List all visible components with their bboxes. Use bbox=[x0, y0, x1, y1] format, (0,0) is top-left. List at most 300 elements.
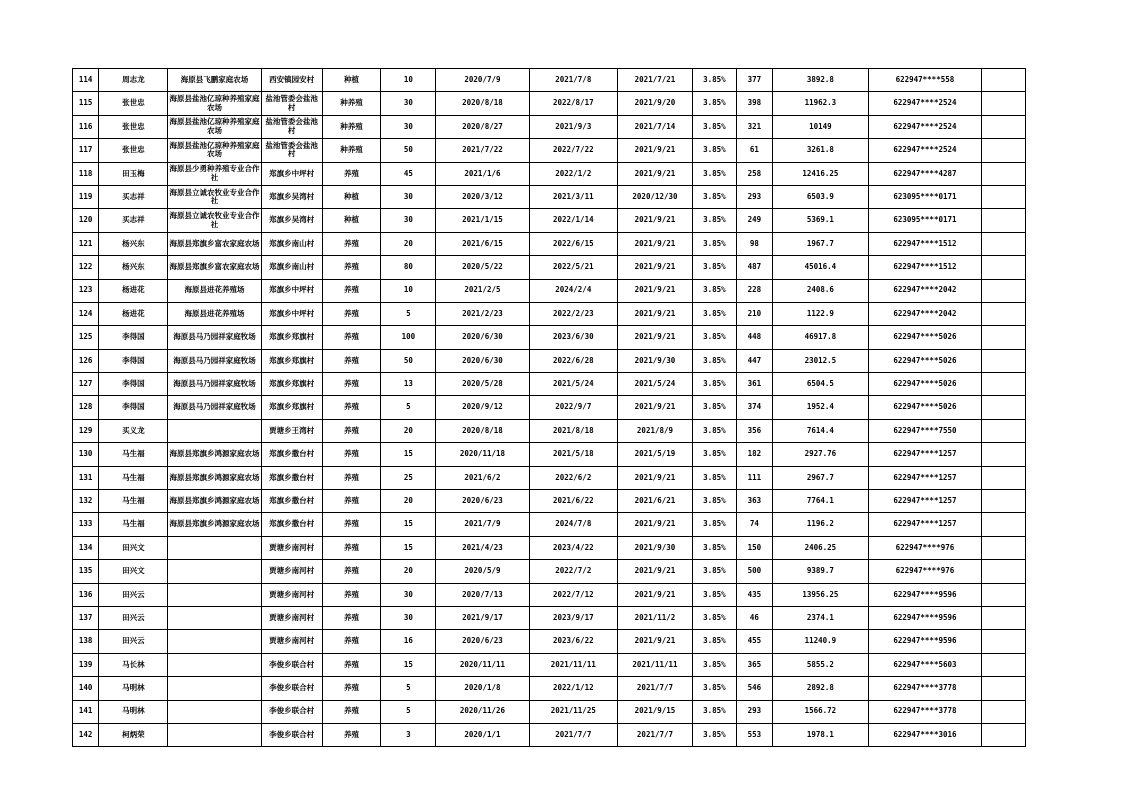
name-cell: 杨兴东 bbox=[99, 256, 168, 279]
row-index-cell: 133 bbox=[73, 513, 99, 536]
days-cell: 398 bbox=[736, 92, 773, 115]
rate-cell: 3.85% bbox=[693, 653, 737, 676]
settle-date-cell: 2021/9/21 bbox=[617, 630, 692, 653]
location-cell: 贾塘乡南河村 bbox=[261, 536, 322, 559]
start-date-cell: 2020/6/23 bbox=[436, 490, 529, 513]
industry-cell: 养殖 bbox=[322, 583, 381, 606]
row-index-cell: 126 bbox=[73, 349, 99, 372]
table-row bbox=[73, 162, 1026, 185]
settle-date-cell: 2021/5/24 bbox=[617, 373, 692, 396]
entity-cell: 海原县进花养殖场 bbox=[168, 279, 261, 302]
amount-cell: 45 bbox=[381, 162, 436, 185]
table-row bbox=[73, 326, 1026, 349]
rate-cell: 3.85% bbox=[693, 139, 737, 162]
table-row bbox=[73, 700, 1026, 723]
entity-cell bbox=[168, 606, 261, 629]
location-cell: 贾塘乡南河村 bbox=[261, 630, 322, 653]
interest-cell: 2406.25 bbox=[773, 536, 868, 559]
account-cell: 622947****4287 bbox=[868, 162, 982, 185]
start-date-cell: 2020/1/1 bbox=[436, 723, 529, 746]
start-date-cell: 2021/7/9 bbox=[436, 513, 529, 536]
location-cell: 郑旗乡中坪村 bbox=[261, 162, 322, 185]
remark-cell bbox=[982, 162, 1026, 185]
amount-cell: 16 bbox=[381, 630, 436, 653]
industry-cell: 养殖 bbox=[322, 536, 381, 559]
settle-date-cell: 2021/9/21 bbox=[617, 302, 692, 325]
end-date-cell: 2021/7/7 bbox=[529, 723, 617, 746]
settle-date-cell: 2021/9/21 bbox=[617, 232, 692, 255]
settle-date-cell: 2021/9/30 bbox=[617, 536, 692, 559]
remark-cell bbox=[982, 677, 1026, 700]
entity-cell: 海原县郑旗乡富农家庭农场 bbox=[168, 232, 261, 255]
industry-cell: 养殖 bbox=[322, 653, 381, 676]
end-date-cell: 2022/9/7 bbox=[529, 396, 617, 419]
amount-cell: 30 bbox=[381, 115, 436, 138]
days-cell: 546 bbox=[736, 677, 773, 700]
interest-cell: 1967.7 bbox=[773, 232, 868, 255]
amount-cell: 30 bbox=[381, 92, 436, 115]
location-cell: 郑旗乡郑旗村 bbox=[261, 396, 322, 419]
days-cell: 374 bbox=[736, 396, 773, 419]
name-cell: 周志龙 bbox=[99, 69, 168, 92]
settle-date-cell: 2021/9/21 bbox=[617, 256, 692, 279]
rate-cell: 3.85% bbox=[693, 302, 737, 325]
account-cell: 622947****9596 bbox=[868, 583, 982, 606]
table-row bbox=[73, 92, 1026, 115]
entity-cell: 海原县飞鹏家庭农场 bbox=[168, 69, 261, 92]
row-index-cell: 142 bbox=[73, 723, 99, 746]
remark-cell bbox=[982, 536, 1026, 559]
start-date-cell: 2020/6/23 bbox=[436, 630, 529, 653]
account-cell: 622947****9596 bbox=[868, 630, 982, 653]
end-date-cell: 2021/5/24 bbox=[529, 373, 617, 396]
entity-cell: 海原县马乃园祥家庭牧场 bbox=[168, 326, 261, 349]
row-index-cell: 121 bbox=[73, 232, 99, 255]
end-date-cell: 2021/9/3 bbox=[529, 115, 617, 138]
settle-date-cell: 2021/8/9 bbox=[617, 419, 692, 442]
row-index-cell: 139 bbox=[73, 653, 99, 676]
account-cell: 622947****9596 bbox=[868, 606, 982, 629]
amount-cell: 10 bbox=[381, 69, 436, 92]
table-row bbox=[73, 139, 1026, 162]
amount-cell: 20 bbox=[381, 419, 436, 442]
rate-cell: 3.85% bbox=[693, 466, 737, 489]
days-cell: 356 bbox=[736, 419, 773, 442]
entity-cell bbox=[168, 560, 261, 583]
table-row bbox=[73, 466, 1026, 489]
row-index-cell: 122 bbox=[73, 256, 99, 279]
start-date-cell: 2020/8/18 bbox=[436, 92, 529, 115]
end-date-cell: 2023/4/22 bbox=[529, 536, 617, 559]
rate-cell: 3.85% bbox=[693, 606, 737, 629]
row-index-cell: 120 bbox=[73, 209, 99, 232]
remark-cell bbox=[982, 630, 1026, 653]
days-cell: 258 bbox=[736, 162, 773, 185]
table-row bbox=[73, 209, 1026, 232]
interest-cell: 2374.1 bbox=[773, 606, 868, 629]
entity-cell: 海原县马乃园祥家庭牧场 bbox=[168, 349, 261, 372]
amount-cell: 10 bbox=[381, 279, 436, 302]
location-cell: 李俊乡联合村 bbox=[261, 653, 322, 676]
rate-cell: 3.85% bbox=[693, 490, 737, 513]
days-cell: 553 bbox=[736, 723, 773, 746]
amount-cell: 50 bbox=[381, 349, 436, 372]
amount-cell: 30 bbox=[381, 606, 436, 629]
table-row bbox=[73, 443, 1026, 466]
remark-cell bbox=[982, 92, 1026, 115]
start-date-cell: 2020/1/8 bbox=[436, 677, 529, 700]
location-cell: 郑旗乡郑旗村 bbox=[261, 349, 322, 372]
settle-date-cell: 2021/9/21 bbox=[617, 396, 692, 419]
industry-cell: 种养殖 bbox=[322, 115, 381, 138]
row-index-cell: 141 bbox=[73, 700, 99, 723]
location-cell: 郑旗乡吴湾村 bbox=[261, 185, 322, 208]
interest-cell: 13956.25 bbox=[773, 583, 868, 606]
industry-cell: 养殖 bbox=[322, 373, 381, 396]
location-cell: 李俊乡联合村 bbox=[261, 677, 322, 700]
settle-date-cell: 2021/11/11 bbox=[617, 653, 692, 676]
remark-cell bbox=[982, 560, 1026, 583]
remark-cell bbox=[982, 466, 1026, 489]
remark-cell bbox=[982, 723, 1026, 746]
location-cell: 郑旗乡吴湾村 bbox=[261, 209, 322, 232]
settle-date-cell: 2021/9/21 bbox=[617, 513, 692, 536]
start-date-cell: 2020/5/9 bbox=[436, 560, 529, 583]
interest-cell: 6504.5 bbox=[773, 373, 868, 396]
industry-cell: 养殖 bbox=[322, 162, 381, 185]
account-cell: 622947****3778 bbox=[868, 700, 982, 723]
settle-date-cell: 2021/9/20 bbox=[617, 92, 692, 115]
amount-cell: 5 bbox=[381, 700, 436, 723]
end-date-cell: 2023/9/17 bbox=[529, 606, 617, 629]
row-index-cell: 135 bbox=[73, 560, 99, 583]
row-index-cell: 118 bbox=[73, 162, 99, 185]
rate-cell: 3.85% bbox=[693, 513, 737, 536]
end-date-cell: 2022/8/17 bbox=[529, 92, 617, 115]
end-date-cell: 2022/7/12 bbox=[529, 583, 617, 606]
start-date-cell: 2020/11/26 bbox=[436, 700, 529, 723]
start-date-cell: 2020/8/27 bbox=[436, 115, 529, 138]
rate-cell: 3.85% bbox=[693, 92, 737, 115]
industry-cell: 养殖 bbox=[322, 490, 381, 513]
location-cell: 盐池管委会盐池村 bbox=[261, 92, 322, 115]
rate-cell: 3.85% bbox=[693, 443, 737, 466]
account-cell: 623095****0171 bbox=[868, 185, 982, 208]
amount-cell: 5 bbox=[381, 677, 436, 700]
table-row bbox=[73, 723, 1026, 746]
interest-cell: 6503.9 bbox=[773, 185, 868, 208]
industry-cell: 养殖 bbox=[322, 630, 381, 653]
remark-cell bbox=[982, 653, 1026, 676]
settle-date-cell: 2021/6/21 bbox=[617, 490, 692, 513]
industry-cell: 养殖 bbox=[322, 279, 381, 302]
days-cell: 435 bbox=[736, 583, 773, 606]
days-cell: 150 bbox=[736, 536, 773, 559]
start-date-cell: 2021/7/22 bbox=[436, 139, 529, 162]
settle-date-cell: 2021/9/21 bbox=[617, 583, 692, 606]
settle-date-cell: 2021/9/30 bbox=[617, 349, 692, 372]
industry-cell: 种植 bbox=[322, 69, 381, 92]
end-date-cell: 2022/7/2 bbox=[529, 560, 617, 583]
interest-cell: 1196.2 bbox=[773, 513, 868, 536]
interest-cell: 2892.8 bbox=[773, 677, 868, 700]
location-cell: 郑旗乡南山村 bbox=[261, 232, 322, 255]
table-row bbox=[73, 677, 1026, 700]
start-date-cell: 2020/8/18 bbox=[436, 419, 529, 442]
name-cell: 杨进花 bbox=[99, 302, 168, 325]
name-cell: 马明林 bbox=[99, 677, 168, 700]
interest-cell: 2408.6 bbox=[773, 279, 868, 302]
table-row bbox=[73, 536, 1026, 559]
account-cell: 622947****3016 bbox=[868, 723, 982, 746]
days-cell: 487 bbox=[736, 256, 773, 279]
end-date-cell: 2024/2/4 bbox=[529, 279, 617, 302]
end-date-cell: 2021/11/11 bbox=[529, 653, 617, 676]
entity-cell: 海原县盐池亿琼种养殖家庭农场 bbox=[168, 139, 261, 162]
industry-cell: 养殖 bbox=[322, 396, 381, 419]
industry-cell: 养殖 bbox=[322, 677, 381, 700]
settle-date-cell: 2021/9/15 bbox=[617, 700, 692, 723]
name-cell: 买志祥 bbox=[99, 209, 168, 232]
settle-date-cell: 2021/11/2 bbox=[617, 606, 692, 629]
settle-date-cell: 2021/9/21 bbox=[617, 560, 692, 583]
days-cell: 321 bbox=[736, 115, 773, 138]
end-date-cell: 2021/8/18 bbox=[529, 419, 617, 442]
industry-cell: 养殖 bbox=[322, 723, 381, 746]
account-cell: 622947****5026 bbox=[868, 396, 982, 419]
name-cell: 马长林 bbox=[99, 653, 168, 676]
end-date-cell: 2022/1/14 bbox=[529, 209, 617, 232]
industry-cell: 种植 bbox=[322, 209, 381, 232]
table-row bbox=[73, 513, 1026, 536]
table-row bbox=[73, 232, 1026, 255]
industry-cell: 养殖 bbox=[322, 256, 381, 279]
location-cell: 郑旗乡郑旗村 bbox=[261, 373, 322, 396]
table-row bbox=[73, 653, 1026, 676]
location-cell: 李俊乡联合村 bbox=[261, 700, 322, 723]
amount-cell: 5 bbox=[381, 396, 436, 419]
entity-cell bbox=[168, 723, 261, 746]
end-date-cell: 2021/7/8 bbox=[529, 69, 617, 92]
row-index-cell: 123 bbox=[73, 279, 99, 302]
industry-cell: 养殖 bbox=[322, 302, 381, 325]
start-date-cell: 2020/7/13 bbox=[436, 583, 529, 606]
interest-cell: 45016.4 bbox=[773, 256, 868, 279]
account-cell: 622947****2042 bbox=[868, 302, 982, 325]
name-cell: 田兴云 bbox=[99, 630, 168, 653]
account-cell: 622947****1512 bbox=[868, 232, 982, 255]
interest-cell: 1952.4 bbox=[773, 396, 868, 419]
interest-cell: 7614.4 bbox=[773, 419, 868, 442]
rate-cell: 3.85% bbox=[693, 419, 737, 442]
data-table bbox=[72, 68, 1026, 747]
rate-cell: 3.85% bbox=[693, 396, 737, 419]
name-cell: 马生福 bbox=[99, 443, 168, 466]
entity-cell bbox=[168, 583, 261, 606]
remark-cell bbox=[982, 209, 1026, 232]
days-cell: 61 bbox=[736, 139, 773, 162]
entity-cell: 海原县郑旗乡鸿源家庭农场 bbox=[168, 466, 261, 489]
name-cell: 马生福 bbox=[99, 466, 168, 489]
entity-cell bbox=[168, 536, 261, 559]
location-cell: 李俊乡联合村 bbox=[261, 723, 322, 746]
entity-cell: 海原县郑旗乡鸿源家庭农场 bbox=[168, 490, 261, 513]
start-date-cell: 2020/11/11 bbox=[436, 653, 529, 676]
start-date-cell: 2021/6/15 bbox=[436, 232, 529, 255]
settle-date-cell: 2021/9/21 bbox=[617, 279, 692, 302]
account-cell: 622947****1257 bbox=[868, 466, 982, 489]
days-cell: 74 bbox=[736, 513, 773, 536]
start-date-cell: 2020/5/22 bbox=[436, 256, 529, 279]
row-index-cell: 129 bbox=[73, 419, 99, 442]
interest-cell: 1978.1 bbox=[773, 723, 868, 746]
industry-cell: 养殖 bbox=[322, 443, 381, 466]
rate-cell: 3.85% bbox=[693, 115, 737, 138]
days-cell: 98 bbox=[736, 232, 773, 255]
row-index-cell: 116 bbox=[73, 115, 99, 138]
name-cell: 张世忠 bbox=[99, 139, 168, 162]
rate-cell: 3.85% bbox=[693, 209, 737, 232]
rate-cell: 3.85% bbox=[693, 723, 737, 746]
amount-cell: 15 bbox=[381, 513, 436, 536]
interest-cell: 2927.76 bbox=[773, 443, 868, 466]
industry-cell: 种养殖 bbox=[322, 92, 381, 115]
account-cell: 622947****2524 bbox=[868, 115, 982, 138]
amount-cell: 30 bbox=[381, 583, 436, 606]
settle-date-cell: 2021/9/21 bbox=[617, 466, 692, 489]
days-cell: 111 bbox=[736, 466, 773, 489]
interest-cell: 5855.2 bbox=[773, 653, 868, 676]
days-cell: 448 bbox=[736, 326, 773, 349]
account-cell: 622947****2524 bbox=[868, 92, 982, 115]
end-date-cell: 2021/3/11 bbox=[529, 185, 617, 208]
rate-cell: 3.85% bbox=[693, 349, 737, 372]
end-date-cell: 2022/5/21 bbox=[529, 256, 617, 279]
entity-cell: 海原县进花养殖场 bbox=[168, 302, 261, 325]
row-index-cell: 114 bbox=[73, 69, 99, 92]
location-cell: 郑旗乡撒台村 bbox=[261, 466, 322, 489]
table-row bbox=[73, 490, 1026, 513]
row-index-cell: 130 bbox=[73, 443, 99, 466]
account-cell: 622947****5026 bbox=[868, 326, 982, 349]
remark-cell bbox=[982, 326, 1026, 349]
start-date-cell: 2021/2/23 bbox=[436, 302, 529, 325]
row-index-cell: 138 bbox=[73, 630, 99, 653]
entity-cell: 海原县立诚农牧业专业合作社 bbox=[168, 209, 261, 232]
row-index-cell: 136 bbox=[73, 583, 99, 606]
account-cell: 622947****2524 bbox=[868, 139, 982, 162]
start-date-cell: 2020/9/12 bbox=[436, 396, 529, 419]
entity-cell: 海原县马乃园祥家庭牧场 bbox=[168, 396, 261, 419]
table-row bbox=[73, 185, 1026, 208]
industry-cell: 养殖 bbox=[322, 606, 381, 629]
amount-cell: 13 bbox=[381, 373, 436, 396]
table-row bbox=[73, 256, 1026, 279]
days-cell: 447 bbox=[736, 349, 773, 372]
end-date-cell: 2023/6/30 bbox=[529, 326, 617, 349]
end-date-cell: 2022/1/2 bbox=[529, 162, 617, 185]
end-date-cell: 2022/1/12 bbox=[529, 677, 617, 700]
end-date-cell: 2023/6/22 bbox=[529, 630, 617, 653]
remark-cell bbox=[982, 256, 1026, 279]
days-cell: 210 bbox=[736, 302, 773, 325]
remark-cell bbox=[982, 513, 1026, 536]
table-row bbox=[73, 302, 1026, 325]
industry-cell: 种植 bbox=[322, 185, 381, 208]
amount-cell: 15 bbox=[381, 536, 436, 559]
rate-cell: 3.85% bbox=[693, 677, 737, 700]
interest-cell: 3261.8 bbox=[773, 139, 868, 162]
amount-cell: 20 bbox=[381, 490, 436, 513]
table-body bbox=[73, 69, 1026, 747]
settle-date-cell: 2020/12/30 bbox=[617, 185, 692, 208]
end-date-cell: 2022/6/15 bbox=[529, 232, 617, 255]
row-index-cell: 137 bbox=[73, 606, 99, 629]
rate-cell: 3.85% bbox=[693, 162, 737, 185]
table-row bbox=[73, 606, 1026, 629]
rate-cell: 3.85% bbox=[693, 279, 737, 302]
remark-cell bbox=[982, 279, 1026, 302]
interest-cell: 1122.9 bbox=[773, 302, 868, 325]
name-cell: 马生福 bbox=[99, 490, 168, 513]
industry-cell: 养殖 bbox=[322, 513, 381, 536]
table-row bbox=[73, 583, 1026, 606]
row-index-cell: 132 bbox=[73, 490, 99, 513]
remark-cell bbox=[982, 443, 1026, 466]
table-row bbox=[73, 279, 1026, 302]
amount-cell: 15 bbox=[381, 443, 436, 466]
name-cell: 柯炳荣 bbox=[99, 723, 168, 746]
days-cell: 363 bbox=[736, 490, 773, 513]
start-date-cell: 2021/9/17 bbox=[436, 606, 529, 629]
remark-cell bbox=[982, 490, 1026, 513]
row-index-cell: 124 bbox=[73, 302, 99, 325]
table-row bbox=[73, 349, 1026, 372]
start-date-cell: 2021/1/6 bbox=[436, 162, 529, 185]
amount-cell: 25 bbox=[381, 466, 436, 489]
settle-date-cell: 2021/5/19 bbox=[617, 443, 692, 466]
rate-cell: 3.85% bbox=[693, 373, 737, 396]
entity-cell: 海原县盐池亿琼种养殖家庭农场 bbox=[168, 115, 261, 138]
table-row bbox=[73, 396, 1026, 419]
account-cell: 622947****1257 bbox=[868, 513, 982, 536]
start-date-cell: 2020/7/9 bbox=[436, 69, 529, 92]
start-date-cell: 2021/4/23 bbox=[436, 536, 529, 559]
name-cell: 张世忠 bbox=[99, 92, 168, 115]
row-index-cell: 119 bbox=[73, 185, 99, 208]
name-cell: 马生福 bbox=[99, 513, 168, 536]
amount-cell: 3 bbox=[381, 723, 436, 746]
name-cell: 马明林 bbox=[99, 700, 168, 723]
name-cell: 田兴文 bbox=[99, 536, 168, 559]
name-cell: 买志祥 bbox=[99, 185, 168, 208]
location-cell: 郑旗乡中坪村 bbox=[261, 279, 322, 302]
name-cell: 田兴文 bbox=[99, 560, 168, 583]
entity-cell: 海原县郑旗乡鸿源家庭农场 bbox=[168, 513, 261, 536]
rate-cell: 3.85% bbox=[693, 185, 737, 208]
entity-cell: 海原县盐池亿琼种养殖家庭农场 bbox=[168, 92, 261, 115]
table-row bbox=[73, 115, 1026, 138]
industry-cell: 养殖 bbox=[322, 419, 381, 442]
row-index-cell: 140 bbox=[73, 677, 99, 700]
industry-cell: 养殖 bbox=[322, 232, 381, 255]
table-row bbox=[73, 560, 1026, 583]
industry-cell: 种养殖 bbox=[322, 139, 381, 162]
rate-cell: 3.85% bbox=[693, 583, 737, 606]
rate-cell: 3.85% bbox=[693, 536, 737, 559]
entity-cell: 海原县郑旗乡鸿源家庭农场 bbox=[168, 443, 261, 466]
industry-cell: 养殖 bbox=[322, 466, 381, 489]
